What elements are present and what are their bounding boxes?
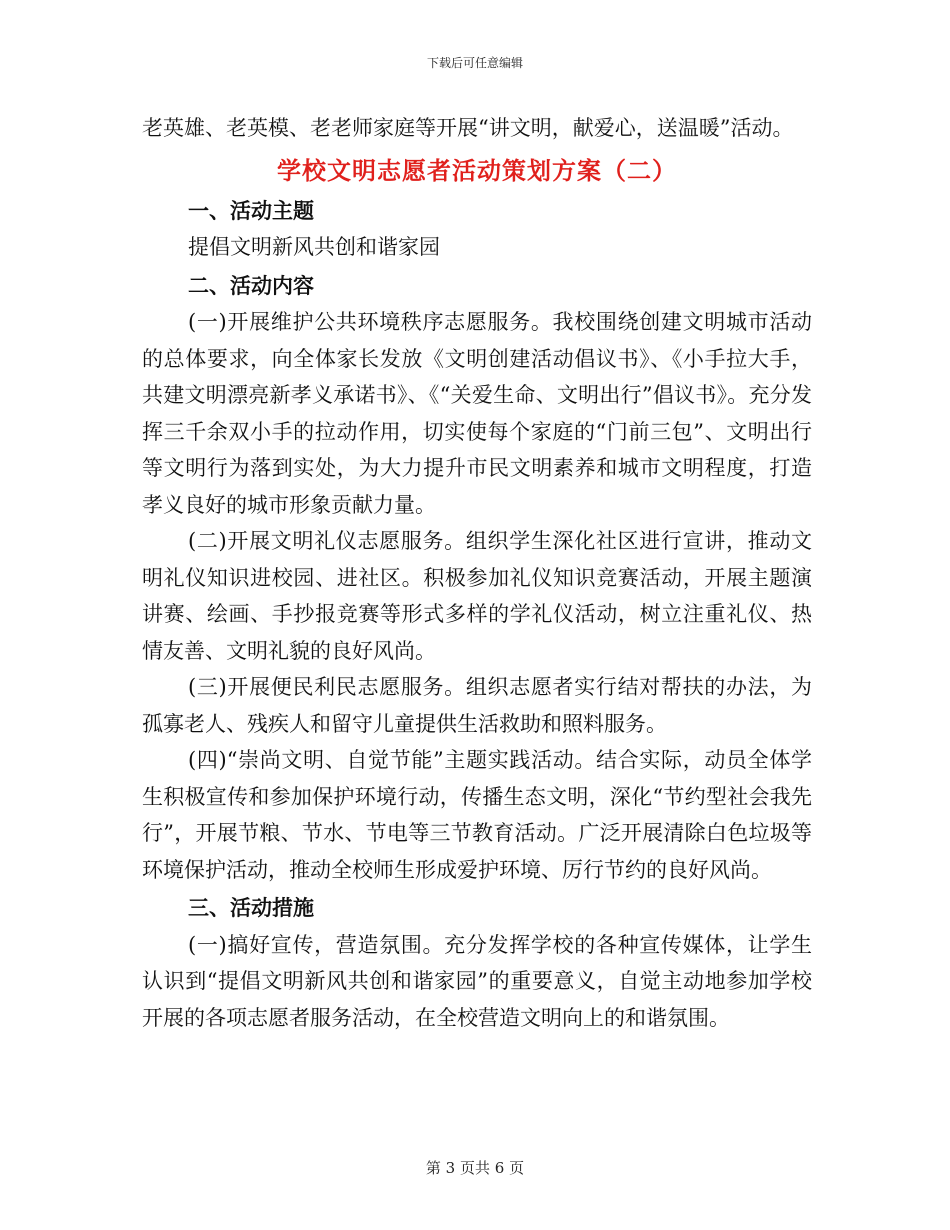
document-title: 学校文明志愿者活动策划方案（二） (277, 155, 677, 185)
section-1-heading: 一、活动主题 (188, 197, 314, 223)
section-2-heading: 二、活动内容 (188, 272, 314, 298)
section-2-item-3: (三)开展便民利民志愿服务。组织志愿者实行结对帮扶的办法，为孤寡老人、残疾人和留守儿童提供生活救助和照料服务。 (142, 675, 812, 736)
section-2-item-2: (二)开展文明礼仪志愿服务。组织学生深化社区进行宣讲，推动文明礼仪知识进校园、进社区。积极参加礼仪知识竞赛活动，开展主题演讲赛、绘画、手抄报竞赛等形式多样的学礼仪活动，树立注重礼仪、热情友善、文明礼貌的良好风尚。 (142, 529, 812, 663)
intro-continuation: 老英雄、老英模、老老师家庭等开展“讲文明，献爱心，送温暖”活动。 (142, 116, 794, 140)
document-body (142, 110, 812, 1036)
section-1-text: 提倡文明新风共创和谐家园 (188, 235, 440, 259)
section-2-item-4: (四)“崇尚文明、自觉节能”主题实践活动。结合实际，动员全体学生积极宣传和参加保护环境行动，传播生态文明，深化“节约型社会我先行”，开展节粮、节水、节电等三节教育活动。广泛开展清除白色垃圾等环境保护活动，推动全校师生形成爱护环境、厉行节约的良好风尚。 (142, 748, 812, 882)
section-3-heading: 三、活动措施 (188, 895, 314, 920)
section-2-item-1: (一)开展维护公共环境秩序志愿服务。我校围绕创建文明城市活动的总体要求，向全体家长发放《文明创建活动倡议书》、《小手拉大手，共建文明漂亮新孝义承诺书》、《“关爱生命、文明出行”倡议书》。充分发挥三千余双小手的拉动作用，切实使每个家庭的“门前三包”、文明出行等文明行为落到实处，为大力提升市民文明素养和城市文明程度，打造孝义良好的城市形象贡献力量。 (142, 310, 812, 517)
page-header-note: 下载后可任意编辑 (426, 56, 523, 70)
page-number-footer: 第 3 页共 6 页 (425, 1159, 525, 1177)
section-3-item-1: (一)搞好宣传，营造氛围。充分发挥学校的各种宣传媒体，让学生认识到“提倡文明新风共创和谐家园”的重要意义，自觉主动地参加学校开展的各项志愿者服务活动，在全校营造文明向上的和谐氛围。 (142, 932, 812, 1030)
